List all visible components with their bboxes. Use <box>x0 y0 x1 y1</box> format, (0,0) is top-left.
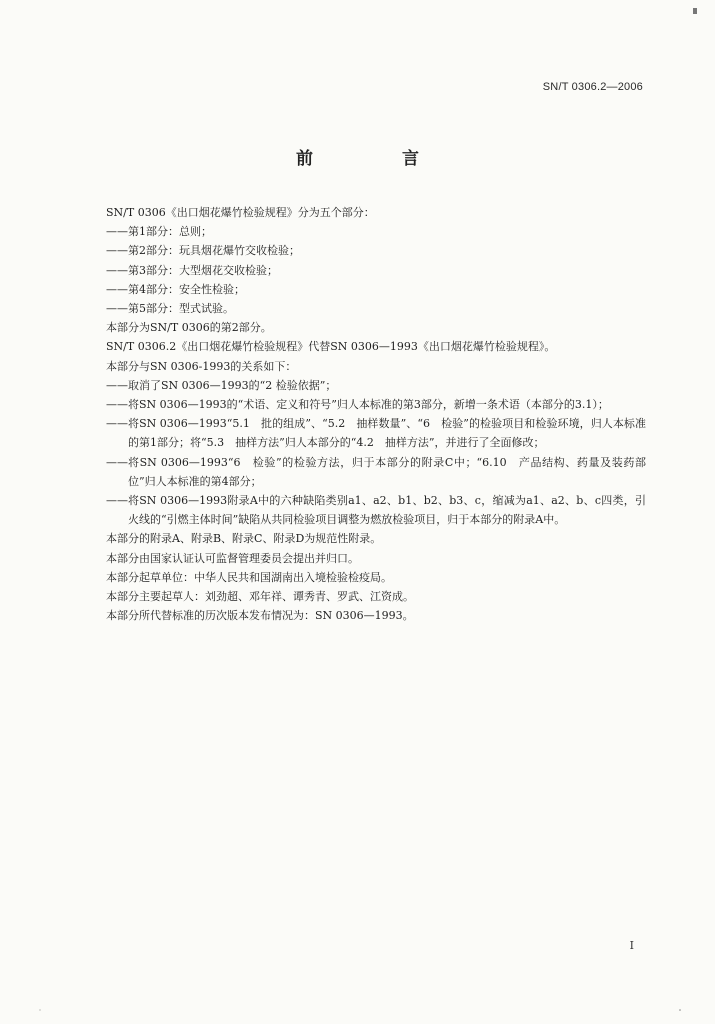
list-item-text: 将SN 0306—1993的“术语、定义和符号”归人本标准的第3部分，新增一条术语（本部分的3.1）； <box>128 398 609 412</box>
paragraph: 本部分与SN 0306-1993的关系如下： <box>106 359 297 373</box>
dash-marker: —— <box>106 302 128 316</box>
list-item-text: 第4部分：安全性检验； <box>128 282 245 296</box>
dash-marker: —— <box>106 455 128 469</box>
list-item-text: 第2部分：玩具烟花爆竹交收检验； <box>128 244 300 258</box>
paragraph: 本部分所代替标准的历次版本发布情况为：SN 0306—1993。 <box>106 609 414 623</box>
list-item-text: 将SN 0306—1993附录A中的六种缺陷类别a1、a2、b1、b2、b3、c，缩减为a1、a2、b、c四类，引火线的“引燃主体时间”缺陷从共同检验项目调整为燃放检验项目，归于本部分的附录A中。 <box>128 494 646 527</box>
list-item-text: 取消了SN 0306—1993的“2 检验依据”； <box>128 378 337 392</box>
page-number: I <box>629 939 634 952</box>
paragraph: 本部分为SN/T 0306的第2部分。 <box>106 321 272 335</box>
paragraph: SN/T 0306《出口烟花爆竹检验规程》分为五个部分： <box>106 206 375 219</box>
list-item-text: 第1部分：总则； <box>128 225 212 239</box>
list-item-text: 第3部分：大型烟花交收检验； <box>128 263 278 277</box>
list-item-text: 第5部分：型式试验。 <box>128 302 234 316</box>
dash-marker: —— <box>106 225 128 239</box>
dash-marker: —— <box>106 378 128 392</box>
paragraph: 本部分主要起草人：刘劲超、邓年祥、谭秀青、罗武、江资成。 <box>106 590 414 604</box>
list-item-text: 将SN 0306—1993“6 检验”的检验方法，归于本部分的附录C中；“6.10 产品结构、药量及装药部位”归人本标准的第4部分； <box>128 455 646 488</box>
dash-marker: —— <box>106 263 128 277</box>
dash-marker: —— <box>106 494 128 508</box>
paragraph: 本部分起草单位：中华人民共和国湖南出入境检验检疫局。 <box>106 570 392 584</box>
paragraph: SN/T 0306.2《出口烟花爆竹检验规程》代替SN 0306—1993《出口烟花爆竹检验规程》。 <box>106 340 556 354</box>
paragraph: 本部分由国家认证认可监督管理委员会提出并归口。 <box>106 551 359 565</box>
dash-marker: —— <box>106 244 128 258</box>
dash-marker: —— <box>106 417 128 431</box>
page-title: 前 言 <box>296 149 455 169</box>
paragraph: 本部分的附录A、附录B、附录C、附录D为规范性附录。 <box>106 532 382 546</box>
dash-marker: —— <box>106 282 128 296</box>
list-item-text: 将SN 0306—1993“5.1 批的组成”、“5.2 抽样数量”、“6 检验”的检验项目和检验环境，归人本标准的第1部分；将“5.3 抽样方法”归人本部分的“4.2 抽样方法”，并进行了全面修改； <box>128 417 646 450</box>
standard-code: SN/T 0306.2—2006 <box>542 81 643 93</box>
dash-marker: —— <box>106 398 128 412</box>
